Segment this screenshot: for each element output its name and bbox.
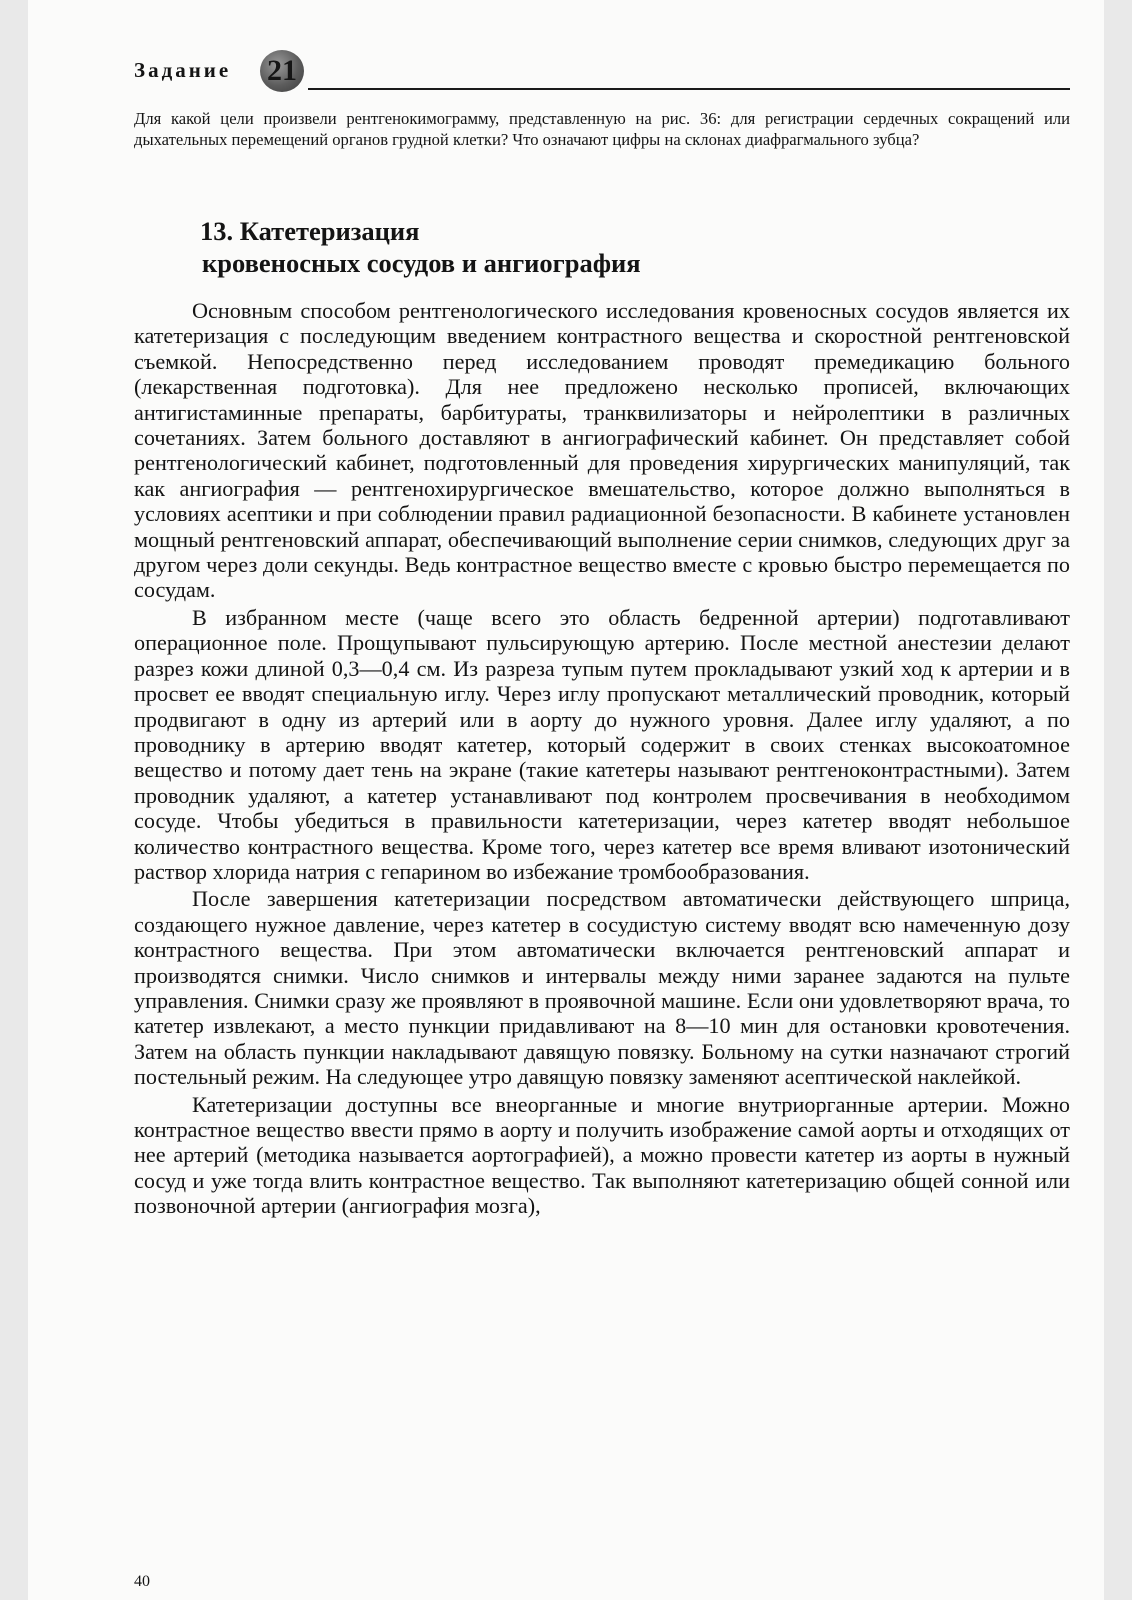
task-label: Задание (134, 58, 232, 82)
paragraph-4: Катетеризации доступны все внеорганные и многие внутриорганные артерии. Можно контрастное вещество ввести прямо в аорту и получить изображение самой аорты и отходящих от нее артерий (методика называется аортографией), а можно провести катетер из аорты в нужный сосуд и уже тогда влить контрастное вещество. Так выполняют катетеризацию общей сонной или позвоночной артерии (ангиография мозга), (134, 1091, 1070, 1219)
section-title-line-1: 13. Катетеризация (200, 216, 420, 246)
task-question: Для какой цели произвели рентгенокимограмму, представленную на рис. 36: для регистрации сердечных сокращений или дыхательных перемещений органов грудной клетки? Что означают цифры на склонах диафрагмального зубца? (134, 109, 1070, 149)
section-title (200, 215, 641, 279)
paragraph-2: В избранном месте (чаще всего это область бедренной артерии) подготавливают операционное поле. Прощупывают пульсирующую артерию. После местной анестезии делают разрез кожи длиной 0,3—0,4 см. Из разреза тупым путем прокладывают узкий ход к артерии и в просвет ее вводят специальную иглу. Через иглу пропускают металлический проводник, который продвигают в одну из артерий или в аорту до нужного уровня. Далее иглу удаляют, а по проводнику в артерию вводят катетер, который содержит в своих стенках высокоатомное вещество и потому дает тень на экране (такие катетеры называют рентгеноконтрастными). Затем проводник удаляют, а катетер устанавливают под контролем просвечивания в необходимом сосуде. Чтобы убедиться в правильности катетеризации, через катетер вводят небольшое количество контрастного вещества. Кроме того, через катетер все время вливают изотонический раствор хлорида натрия с гепарином во избежание тромбообразования. (134, 604, 1070, 884)
paragraph-1: Основным способом рентгенологического исследования кровеносных сосудов является их катетеризация с последующим введением контрастного вещества и скоростной рентгеновской съемкой. Непосредственно перед исследованием проводят премедикацию больного (лекарственная подготовка). Для нее предложено несколько прописей, включающих антигистаминные препараты, барбитураты, транквилизаторы и нейролептики в различных сочетаниях. Затем больного доставляют в ангиографический кабинет. Он представляет собой рентгенологический кабинет, подготовленный для проведения хирургических манипуляций, так как ангиография — рентгенохирургическое вмешательство, которое должно выполняться в условиях асептики и при соблюдении правил радиационной безопасности. В кабинете установлен мощный рентгеновский аппарат, обеспечивающий выполнение серии снимков, следующих друг за другом через доли секунды. Ведь контрастное вещество вместе с кровью быстро перемещается по сосудам. (134, 298, 1070, 603)
body-text (134, 298, 1070, 1219)
task-header (134, 50, 1070, 92)
task-divider-line (308, 88, 1070, 90)
task-number-badge: 21 (260, 50, 304, 92)
section-title-line-2: кровеносных сосудов и ангиография (202, 248, 641, 278)
paragraph-3: После завершения катетеризации посредством автоматически действующего шприца, создающего нужное давление, через катетер в сосудистую систему вводят всю намеченную дозу контрастного вещества. При этом автоматически включается рентгеновский аппарат и производятся снимки. Число снимков и интервалы между ними заранее задаются на пульте управления. Снимки сразу же проявляют в проявочной машине. Если они удовлетворяют врача, то катетер извлекают, а место пункции придавливают на 8—10 мин для остановки кровотечения. Затем на область пункции накладывают давящую повязку. Больному на сутки назначают строгий постельный режим. На следующее утро давящую повязку заменяют асептической наклейкой. (134, 886, 1070, 1090)
page-number: 40 (134, 1573, 150, 1590)
book-page (28, 0, 1104, 1600)
